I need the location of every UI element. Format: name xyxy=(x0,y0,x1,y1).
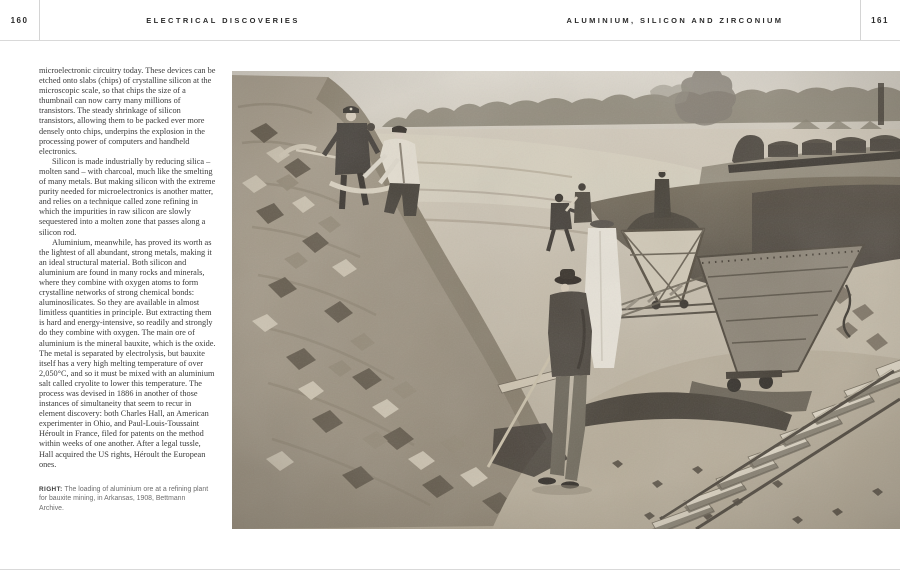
paragraph-silicon-chips: microelectronic circuitry today. These devices can be etched onto slabs (chips) of crystalline silicon at the microscopic scale, so that chips the size of a thumbnail can now carry many millions of transistors. The steady shrinkage of silicon transistors, allowing them to be packed ever more densely onto chips, underpins the explosion in the processing power of computers and handheld electronics. xyxy=(39,66,216,156)
photo-bauxite-mining xyxy=(232,71,900,529)
left-page-number: 160 xyxy=(10,15,29,25)
photo-illustration xyxy=(232,71,900,529)
caption-text: The loading of aluminium ore at a refining plant for bauxite mining, in Arkansas, 1908, Bettmann Archive. xyxy=(39,485,209,512)
caption-label: RIGHT: xyxy=(39,485,63,493)
photo-caption xyxy=(39,485,211,514)
footer-rule xyxy=(0,569,900,570)
running-head-left: ELECTRICAL DISCOVERIES xyxy=(146,15,300,25)
body-text-column xyxy=(39,66,216,514)
vignette xyxy=(232,71,900,529)
paragraph-silicon-industry: Silicon is made industrially by reducing silica – molten sand – with charcoal, much like the smelting of many metals. But making silicon with the extreme purity needed for microelectronics is another matter, and relies on a technique called zone refining in which the impurities in raw silicon are slowly sequestered into a molten zone that passes along a silicon rod. xyxy=(39,156,216,237)
header-rule xyxy=(0,40,900,41)
paragraph-aluminium: Aluminium, meanwhile, has proved its worth as the lightest of all abundant, strong metals, making it an ideal structural material. Both silicon and aluminium are found in many rocks and minerals, where they combine with oxygen atoms to form crystalline networks of strong chemical bonds: aluminosilicates. So they are available in almost limitless quantities in principle. But extracting them is hard and energy-intensive, so readily and strongly do they combine with oxygen. The main ore of aluminium is the mineral bauxite, which is the oxide. The metal is separated by electrolysis, but bauxite itself has a very high melting temperature of over 2,050°C, and so it must be mixed with an aluminium salt called cryolite to lower this temperature. The process was devised in 1886 in another of those instances of simultaneity that seem to recur in element discovery: both Charles Hall, an American experimenter in Ohio, and Paul-Louis-Toussaint Héroult in France, filed for patents on the method within weeks of one another. After a legal tussle, Hall acquired the US rights, Héroult the European ones. xyxy=(39,237,216,469)
running-head-right: ALUMINIUM, SILICON AND ZIRCONIUM xyxy=(566,15,784,25)
right-page-number: 161 xyxy=(871,15,889,25)
